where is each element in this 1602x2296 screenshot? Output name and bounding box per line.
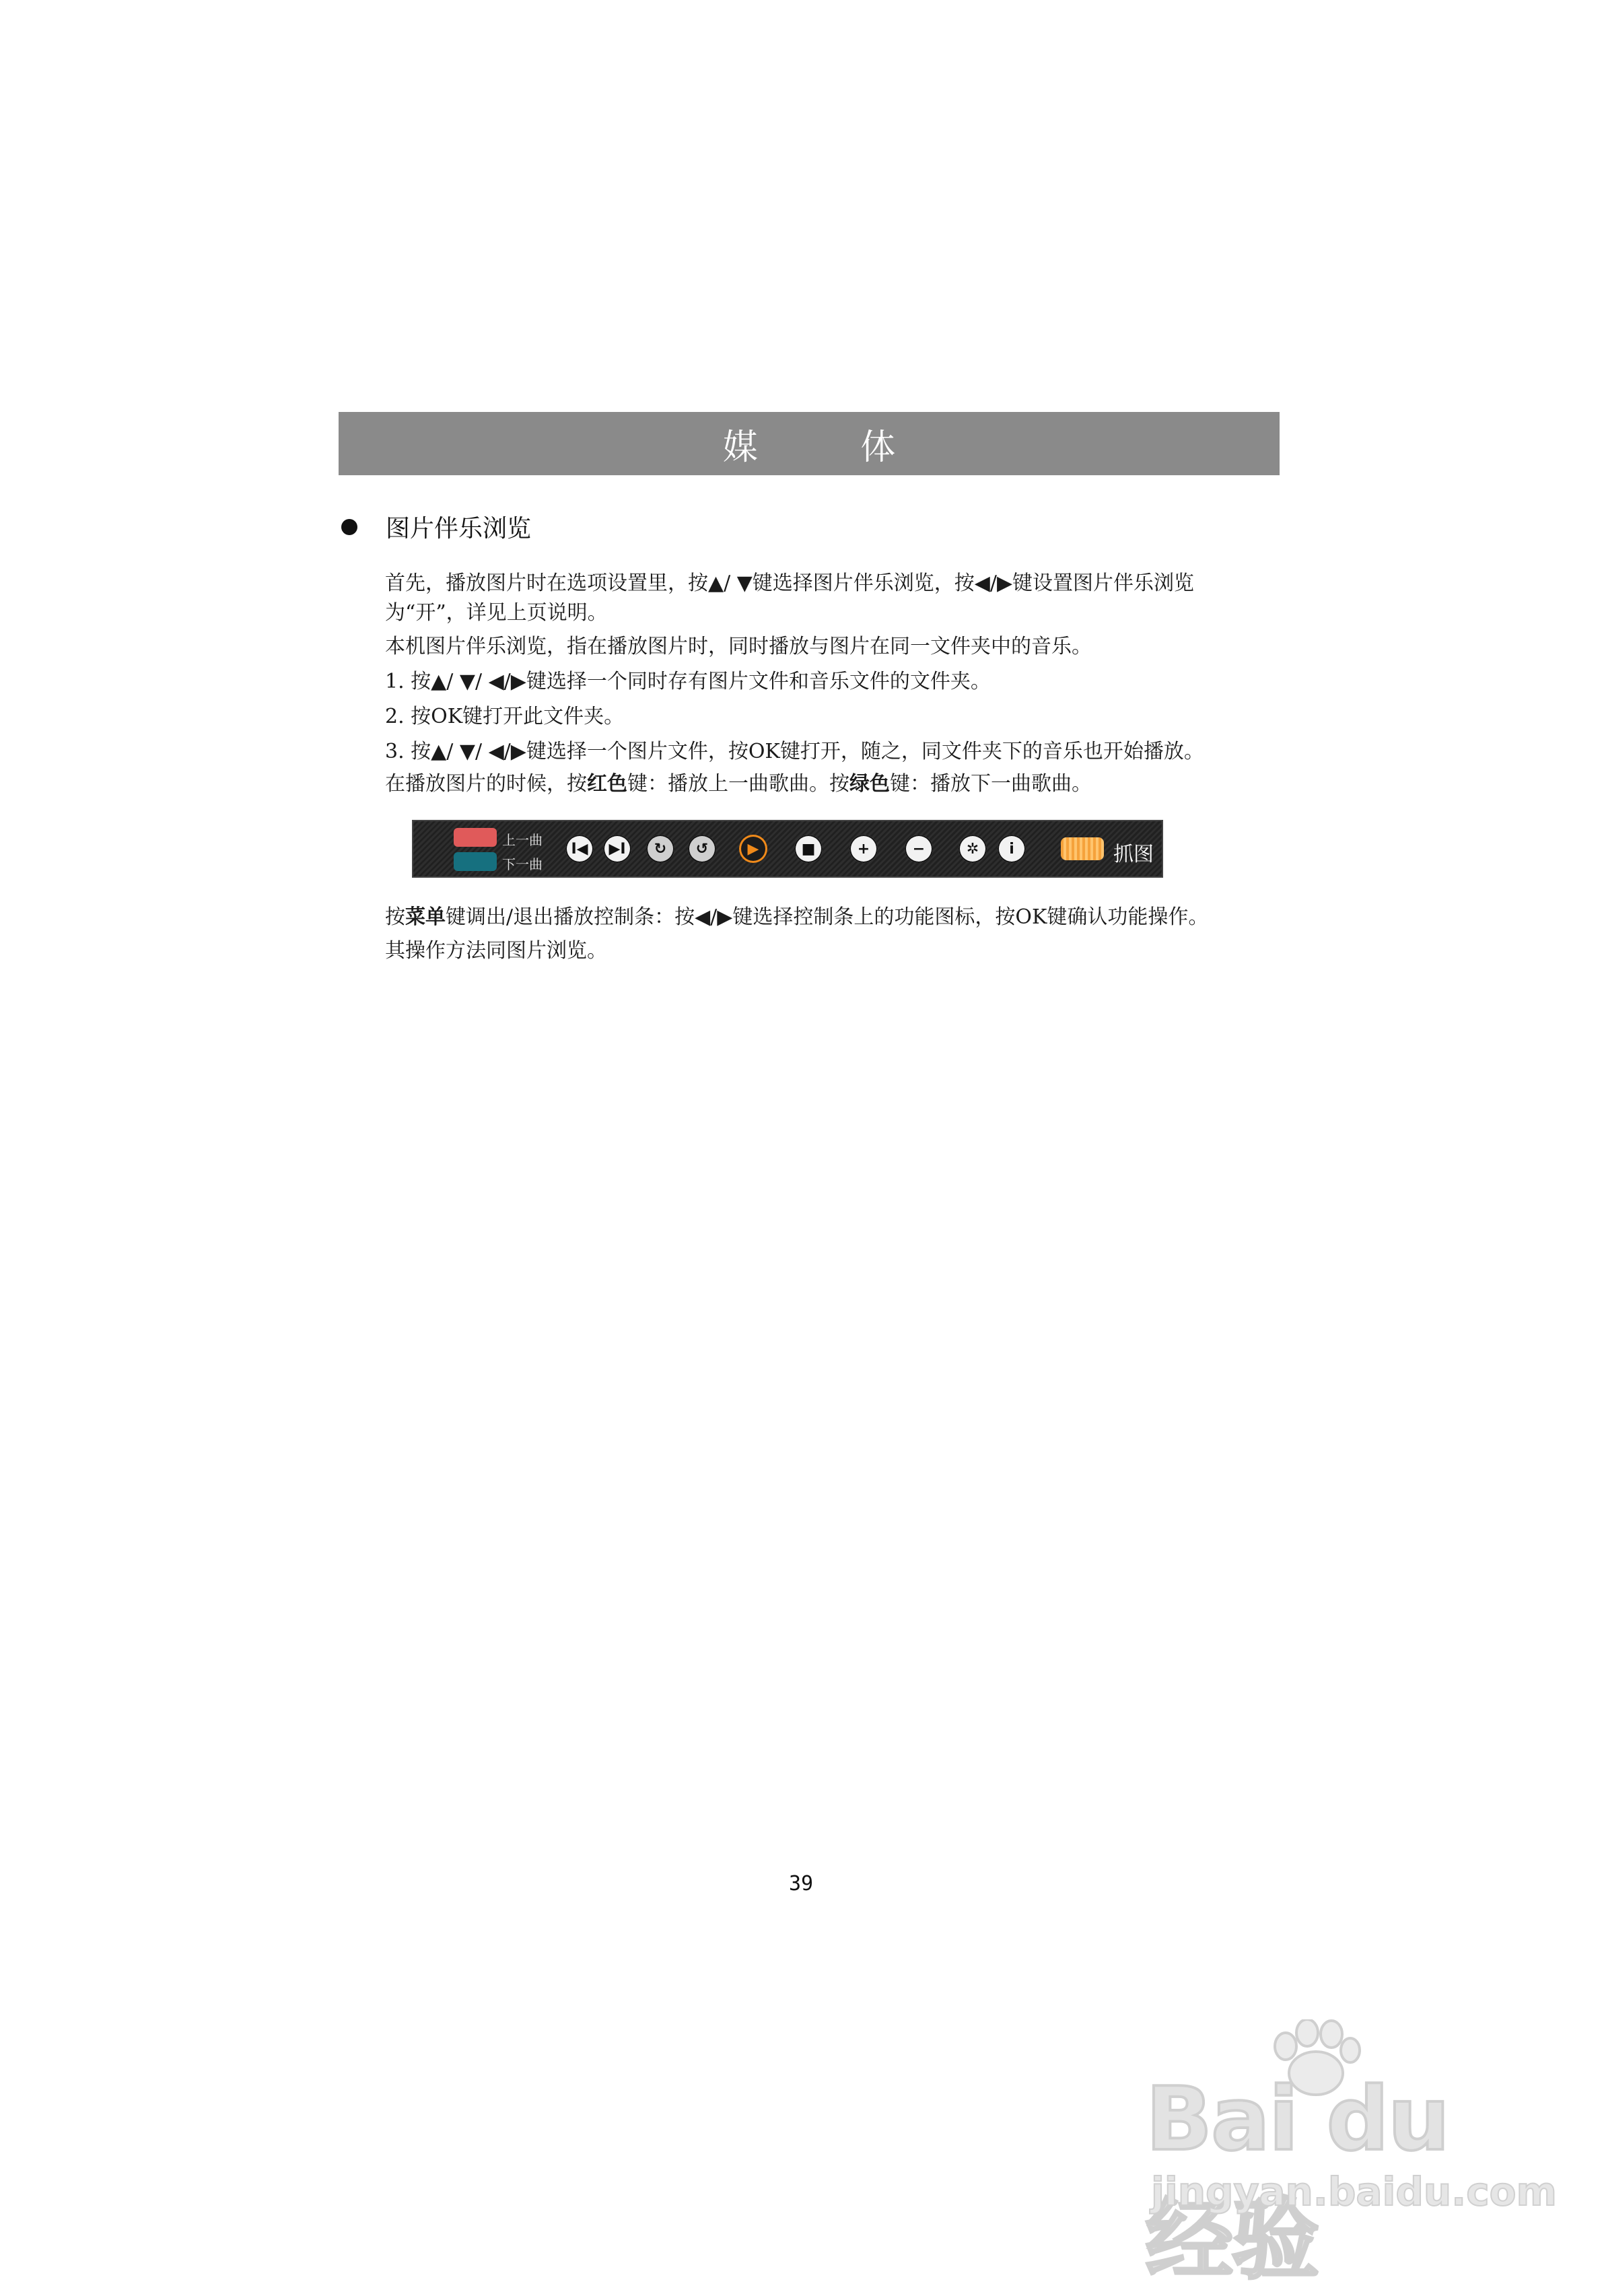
playback-control-bar [412, 820, 1163, 878]
text-segment: 键：播放上一曲歌曲。按 [627, 772, 849, 796]
chapter-banner [339, 412, 1280, 475]
section-title: 图片伴乐浏览 [386, 515, 532, 543]
prev-icon[interactable]: I◀ [565, 835, 594, 863]
section-heading [339, 510, 531, 544]
watermark [1138, 2019, 1557, 2291]
color-keys-line [385, 769, 1287, 799]
rotate-cw-icon[interactable]: ↻ [646, 835, 674, 863]
stop-icon[interactable]: ■ [794, 835, 823, 863]
text-segment: 键：播放下一曲歌曲。 [890, 772, 1092, 796]
page-number: 39 [788, 1872, 814, 1895]
chapter-title: 媒 体 [722, 427, 942, 468]
text-segment: 键调出/退出播放控制条：按◀/▶键选择控制条上的功能图标，按OK键确认功能操作。 [446, 905, 1209, 929]
paragraph-line: 其操作方法同图片浏览。 [385, 939, 607, 963]
zoom-out-icon[interactable]: − [905, 835, 933, 863]
menu-key-line [385, 903, 1287, 932]
step-3: 3. 按▲/ ▼/ ◀/▶键选择一个图片文件，按OK键打开，随之，同文件夹下的音乐也开始播放。 [385, 740, 1204, 763]
step-2: 2. 按OK键打开此文件夹。 [385, 705, 625, 728]
info-icon[interactable]: i [998, 835, 1026, 863]
watermark-url: jingyan.baidu.com [1151, 2169, 1557, 2215]
green-key-label: 绿色 [849, 772, 890, 796]
paragraph-line: 本机图片伴乐浏览，指在播放图片时，同时播放与图片在同一文件夹中的音乐。 [385, 635, 1092, 658]
red-key-label: 红色 [587, 772, 627, 796]
prev-track-label: 上一曲 [502, 832, 543, 848]
play-icon[interactable]: ▶ [739, 835, 767, 863]
step-1: 1. 按▲/ ▼/ ◀/▶键选择一个同时存有图片文件和音乐文件的文件夹。 [385, 670, 991, 693]
capture-key-chip [1061, 837, 1104, 860]
zoom-in-icon[interactable]: + [849, 835, 878, 863]
next-icon[interactable]: ▶I [603, 835, 631, 863]
red-key-chip [454, 828, 497, 847]
bullet-icon [341, 519, 357, 535]
green-key-chip [454, 852, 497, 871]
text-segment: 按 [385, 905, 405, 929]
baidu-logo: Bai du 经验 [1146, 2068, 1449, 2291]
menu-key-label: 菜单 [405, 905, 446, 929]
paragraph-line: 为“开”，详见上页说明。 [385, 601, 608, 625]
paragraph-line: 首先，播放图片时在选项设置里，按▲/ ▼键选择图片伴乐浏览，按◀/▶键设置图片伴乐浏览 [385, 571, 1195, 595]
rotate-ccw-icon[interactable]: ↺ [688, 835, 716, 863]
text-segment: 在播放图片的时候，按 [385, 772, 587, 796]
next-track-label: 下一曲 [502, 856, 543, 872]
capture-label[interactable]: 抓图 [1113, 843, 1154, 866]
settings-icon[interactable]: ✲ [959, 835, 987, 863]
